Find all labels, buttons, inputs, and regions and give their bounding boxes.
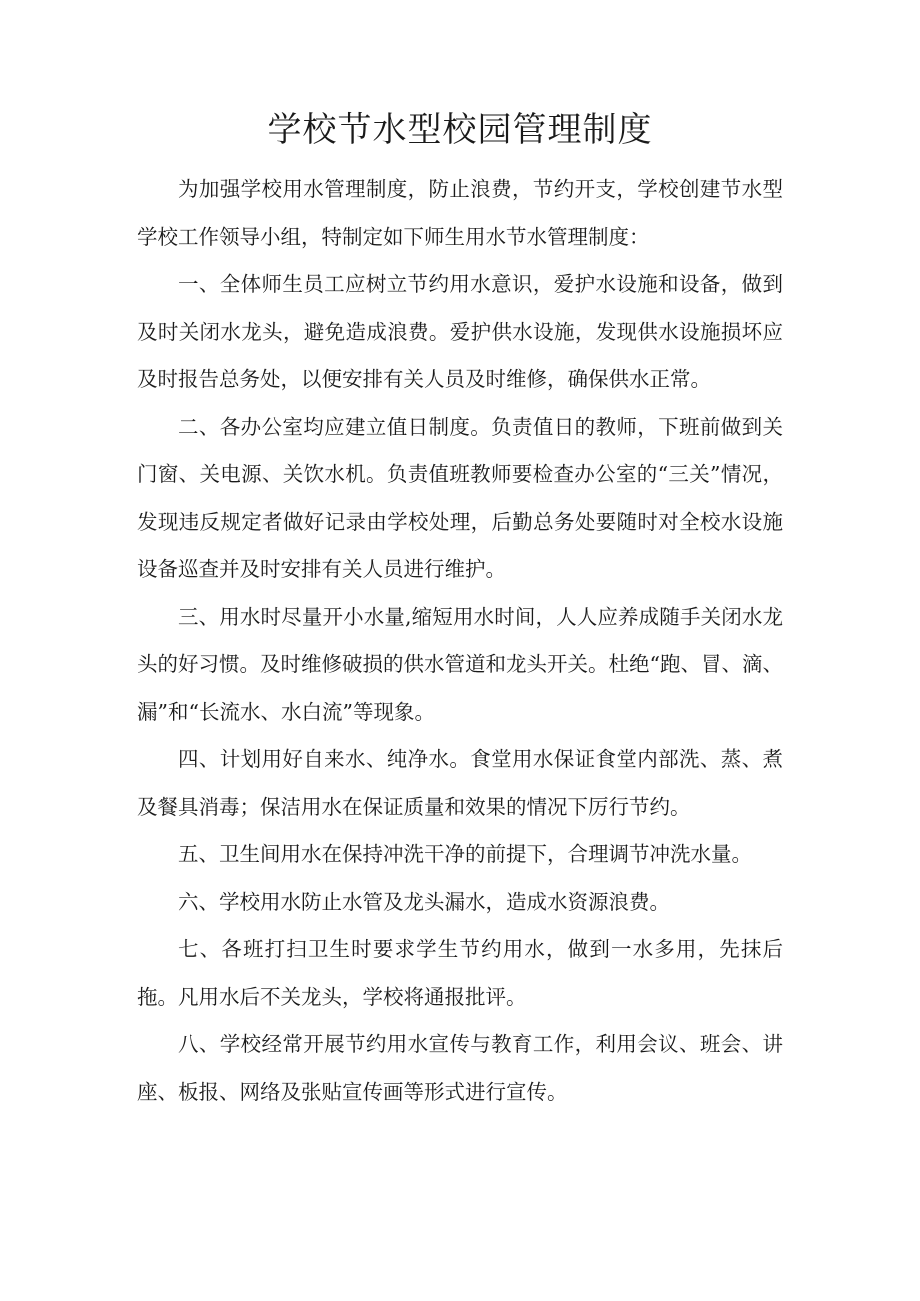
paragraph-rule-6: 六、学校用水防止水管及龙头漏水，造成水资源浪费。 xyxy=(178,889,670,914)
paragraph-rule-5: 五、卫生间用水在保持冲洗干净的前提下，合理调节冲洗水量。 xyxy=(178,842,752,866)
paragraph-intro: 为加强学校用水管理制度，防止浪费，节约开支，学校创建节水型学校工作领导小组，特制定如下师生用水节水管理制度： xyxy=(137,177,783,249)
paragraph-rule-1: 一、全体师生员工应树立节约用水意识，爱护水设施和设备，做到及时关闭水龙头，避免造成浪费。爱护供水设施，发现供水设施损坏应及时报告总务处，以便安排有关人员及时维修，确保供水正常。 xyxy=(137,272,783,391)
document-body xyxy=(137,166,783,1116)
paragraph-rule-3: 三、用水时尽量开小水量,缩短用水时间，人人应养成随手关闭水龙头的好习惯。及时维修破损的供水管道和龙头开关。杜绝“跑、冒、滴、漏”和“长流水、水白流”等现象。 xyxy=(137,604,783,724)
document-title: 学校节水型校园管理制度 xyxy=(267,110,653,150)
paragraph-rule-4: 四、计划用好自来水、纯净水。食堂用水保证食堂内部洗、蒸、煮及餐具消毒；保洁用水在保证质量和效果的情况下厉行节约。 xyxy=(137,747,783,819)
paragraph-rule-7: 七、各班打扫卫生时要求学生节约用水，做到一水多用，先抹后拖。凡用水后不关龙头，学校将通报批评。 xyxy=(137,937,783,1009)
paragraph-rule-2: 二、各办公室均应建立值日制度。负责值日的教师，下班前做到关门窗、关电源、关饮水机。负责值班教师要检查办公室的“三关”情况，发现违反规定者做好记录由学校处理，后勤总务处要随时对全校水设施设备巡查并及时安排有关人员进行维护。 xyxy=(137,414,783,581)
paragraph-rule-8: 八、学校经常开展节约用水宣传与教育工作，利用会议、班会、讲座、板报、网络及张贴宣传画等形式进行宣传。 xyxy=(137,1032,783,1104)
